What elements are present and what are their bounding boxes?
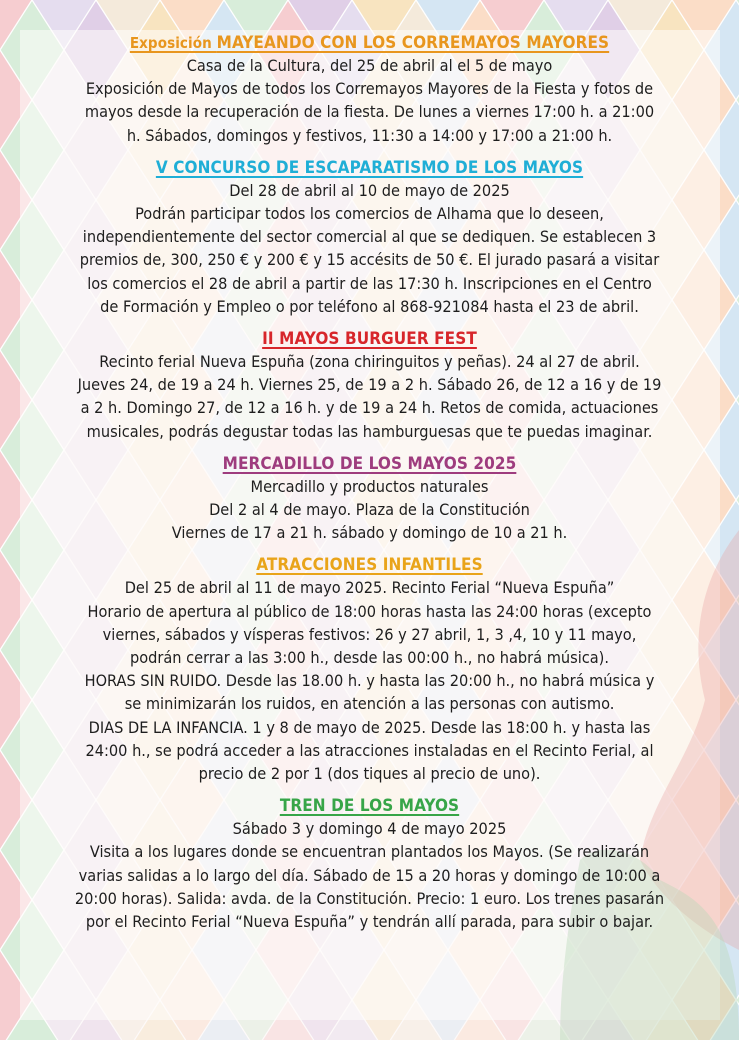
event-line: podrán cerrar a las 3:00 h., desde las 00:00 h., no habrá música).: [129, 648, 609, 668]
event-line: 20:00 horas). Salida: avda. de la Constitución. Precio: 1 euro. Los trenes pasarán: [74, 888, 665, 908]
event-heading: [28, 554, 711, 576]
event-heading: [28, 453, 711, 475]
event-heading: [28, 328, 711, 350]
event-line: HORAS SIN RUIDO. Desde las 18.00 h. y hasta las 20:00 h., no habrá música y: [84, 671, 655, 691]
event-section: [28, 32, 711, 147]
event-line: Exposición de Mayos de todos los Corremayos Mayores de la Fiesta y fotos de: [85, 79, 654, 99]
event-line: viernes, sábados y vísperas festivos: 26 y 27 abril, 1, 3 ,4, 10 y 11 mayo,: [102, 624, 637, 644]
event-line: h. Sábados, domingos y festivos, 11:30 a 14:00 y 17:00 a 21:00 h.: [126, 125, 613, 145]
event-line: Del 2 al 4 de mayo. Plaza de la Constitución: [209, 500, 530, 520]
event-line: por el Recinto Ferial “Nueva Espuña” y tendrán allí parada, para subir o bajar.: [85, 912, 654, 932]
event-line: Jueves 24, de 19 a 24 h. Viernes 25, de 19 a 2 h. Sábado 26, de 12 a 16 y de 19: [77, 375, 662, 395]
event-line: Sábado 3 y domingo 4 de mayo 2025: [232, 819, 507, 839]
event-section: [28, 157, 711, 318]
event-line: los comercios el 28 de abril a partir de las 17:30 h. Inscripciones en el Centro: [87, 273, 652, 293]
event-line: de Formación y Empleo o por teléfono al 868-921084 hasta el 23 de abril.: [100, 296, 639, 316]
event-line: precio de 2 por 1 (dos tiques al precio de uno).: [198, 764, 541, 784]
event-line: Del 25 de abril al 11 de mayo 2025. Recinto Ferial “Nueva Espuña”: [124, 578, 615, 598]
event-line: DIAS DE LA INFANCIA. 1 y 8 de mayo de 2025. Desde las 18:00 h. y hasta las: [88, 717, 651, 737]
event-line: Casa de la Cultura, del 25 de abril al el 5 de mayo: [186, 56, 553, 75]
event-line: Horario de apertura al público de 18:00 horas hasta las 24:00 horas (excepto: [87, 601, 652, 621]
event-line: Del 28 de abril al 10 de mayo de 2025: [229, 180, 510, 200]
event-heading-text: MAYEANDO CON LOS CORREMAYOS MAYORES: [216, 33, 610, 53]
event-line: mayos desde la recuperación de la fiesta. De lunes a viernes 17:00 h. a 21:00: [84, 102, 655, 122]
event-line: musicales, podrás degustar todas las hamburguesas que te puedas imaginar.: [86, 421, 653, 441]
event-line: Viernes de 17 a 21 h. sábado y domingo de 10 a 21 h.: [171, 523, 568, 543]
event-heading: [28, 157, 711, 179]
event-heading: [28, 795, 711, 817]
event-heading-prefix: Exposición: [129, 34, 217, 52]
event-line: Recinto ferial Nueva Espuña (zona chiringuitos y peñas). 24 al 27 de abril.: [99, 352, 640, 372]
event-section: [28, 554, 711, 785]
event-line: Visita a los lugares donde se encuentran plantados los Mayos. (Se realizarán: [89, 842, 650, 862]
event-section: [28, 795, 711, 933]
event-line: Mercadillo y productos naturales: [250, 476, 489, 496]
event-heading-text: MERCADILLO DE LOS MAYOS 2025: [222, 453, 517, 474]
event-heading-text: ATRACCIONES INFANTILES: [256, 555, 483, 576]
event-section: [28, 328, 711, 443]
event-line: varias salidas a lo largo del día. Sábado de 15 a 20 horas y domingo de 10:00 a: [78, 865, 661, 885]
event-line: premios de, 300, 250 € y 200 € y 15 accésits de 50 €. El jurado pasará a visitar: [79, 250, 660, 270]
event-line: Podrán participar todos los comercios de Alhama que lo deseen,: [135, 204, 604, 224]
event-line: se minimizarán los ruidos, en atención a las personas con autismo.: [124, 694, 615, 714]
event-heading: [28, 32, 711, 54]
event-line: independientemente del sector comercial al que se dediquen. Se establecen 3: [82, 227, 657, 247]
event-section: [28, 453, 711, 545]
event-line: a 2 h. Domingo 27, de 12 a 16 h. y de 19 a 24 h. Retos de comida, actuaciones: [80, 398, 659, 418]
event-heading-text: II MAYOS BURGUER FEST: [262, 329, 477, 350]
event-heading-text: V CONCURSO DE ESCAPARATISMO DE LOS MAYOS: [155, 157, 584, 178]
event-line: 24:00 h., se podrá acceder a las atracciones instaladas en el Recinto Ferial, al: [85, 740, 654, 760]
event-heading-text: TREN DE LOS MAYOS: [279, 796, 460, 817]
